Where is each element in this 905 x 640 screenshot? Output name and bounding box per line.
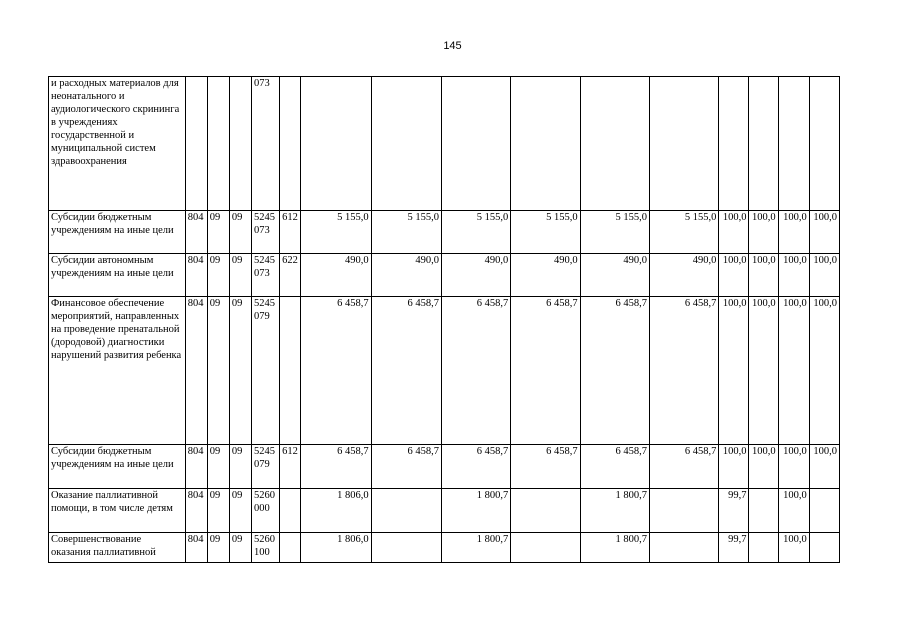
cell-value-5 bbox=[580, 77, 649, 211]
cell-section: 09 bbox=[207, 533, 229, 563]
cell-value-1: 6 458,7 bbox=[301, 297, 371, 445]
cell-percent-2: 100,0 bbox=[749, 297, 778, 445]
cell-value-5: 490,0 bbox=[580, 254, 649, 297]
target-article-line2: 000 bbox=[254, 503, 270, 514]
cell-value-6: 6 458,7 bbox=[649, 297, 718, 445]
cell-value-5: 6 458,7 bbox=[580, 445, 649, 489]
cell-subsection: 09 bbox=[229, 297, 251, 445]
cell-value-4 bbox=[511, 489, 580, 533]
cell-value-4: 6 458,7 bbox=[511, 297, 580, 445]
cell-subsection: 09 bbox=[229, 254, 251, 297]
cell-percent-4 bbox=[809, 489, 839, 533]
cell-value-2: 6 458,7 bbox=[371, 297, 441, 445]
cell-value-3: 1 800,7 bbox=[441, 533, 510, 563]
target-article-line2: 073 bbox=[254, 268, 270, 279]
cell-value-5: 6 458,7 bbox=[580, 297, 649, 445]
cell-section: 09 bbox=[207, 211, 229, 254]
cell-value-1 bbox=[301, 77, 371, 211]
cell-value-3 bbox=[441, 77, 510, 211]
cell-percent-3 bbox=[778, 77, 809, 211]
cell-percent-1: 100,0 bbox=[719, 254, 749, 297]
cell-value-3: 1 800,7 bbox=[441, 489, 510, 533]
cell-value-6: 6 458,7 bbox=[649, 445, 718, 489]
cell-expense-type bbox=[280, 297, 301, 445]
cell-value-2: 490,0 bbox=[371, 254, 441, 297]
cell-value-2: 5 155,0 bbox=[371, 211, 441, 254]
table-row bbox=[49, 533, 840, 563]
target-article-line1: 5245 bbox=[254, 298, 276, 309]
target-article-line1: 5260 bbox=[254, 490, 276, 501]
cell-ministry: 804 bbox=[185, 533, 207, 563]
cell-percent-3: 100,0 bbox=[778, 533, 809, 563]
cell-percent-2 bbox=[749, 533, 778, 563]
row-name: Финансовое обеспечение мероприятий, направленных на проведение пренатальной (дородовой) диагностики нарушений развития ребенка bbox=[49, 297, 186, 445]
cell-percent-4 bbox=[809, 533, 839, 563]
cell-percent-4: 100,0 bbox=[809, 297, 839, 445]
cell-value-6 bbox=[649, 77, 718, 211]
cell-value-6 bbox=[649, 533, 718, 563]
cell-percent-3: 100,0 bbox=[778, 297, 809, 445]
cell-subsection: 09 bbox=[229, 211, 251, 254]
cell-value-2 bbox=[371, 77, 441, 211]
cell-percent-2 bbox=[749, 489, 778, 533]
cell-target-article bbox=[252, 77, 280, 211]
cell-percent-4 bbox=[809, 77, 839, 211]
cell-ministry: 804 bbox=[185, 489, 207, 533]
cell-value-2: 6 458,7 bbox=[371, 445, 441, 489]
cell-value-1: 1 806,0 bbox=[301, 533, 371, 563]
cell-expense-type bbox=[280, 533, 301, 563]
cell-percent-4: 100,0 bbox=[809, 445, 839, 489]
cell-value-4: 490,0 bbox=[511, 254, 580, 297]
cell-section: 09 bbox=[207, 254, 229, 297]
cell-value-4 bbox=[511, 77, 580, 211]
cell-value-3: 5 155,0 bbox=[441, 211, 510, 254]
cell-subsection: 09 bbox=[229, 489, 251, 533]
cell-value-6: 490,0 bbox=[649, 254, 718, 297]
cell-ministry: 804 bbox=[185, 445, 207, 489]
cell-subsection: 09 bbox=[229, 533, 251, 563]
cell-value-2 bbox=[371, 533, 441, 563]
cell-percent-1: 100,0 bbox=[719, 445, 749, 489]
target-article-line1: 073 bbox=[254, 78, 270, 89]
target-article-line1: 5245 bbox=[254, 446, 276, 457]
cell-percent-2 bbox=[749, 77, 778, 211]
cell-subsection: 09 bbox=[229, 445, 251, 489]
cell-target-article bbox=[252, 445, 280, 489]
cell-value-4: 5 155,0 bbox=[511, 211, 580, 254]
table-row bbox=[49, 297, 840, 445]
cell-percent-2: 100,0 bbox=[749, 211, 778, 254]
target-article-line2: 079 bbox=[254, 459, 270, 470]
target-article-line2: 079 bbox=[254, 311, 270, 322]
cell-percent-1: 99,7 bbox=[719, 533, 749, 563]
cell-value-4 bbox=[511, 533, 580, 563]
cell-percent-4: 100,0 bbox=[809, 254, 839, 297]
cell-value-2 bbox=[371, 489, 441, 533]
cell-target-article bbox=[252, 211, 280, 254]
cell-expense-type: 612 bbox=[280, 211, 301, 254]
cell-percent-3: 100,0 bbox=[778, 445, 809, 489]
cell-value-3: 6 458,7 bbox=[441, 445, 510, 489]
table-row bbox=[49, 445, 840, 489]
cell-section: 09 bbox=[207, 489, 229, 533]
cell-ministry: 804 bbox=[185, 297, 207, 445]
cell-percent-2: 100,0 bbox=[749, 445, 778, 489]
row-name: Оказание паллиативной помощи, в том числе детям bbox=[49, 489, 186, 533]
cell-percent-2: 100,0 bbox=[749, 254, 778, 297]
row-name: Субсидии бюджетным учреждениям на иные цели bbox=[49, 211, 186, 254]
row-name: Субсидии бюджетным учреждениям на иные цели bbox=[49, 445, 186, 489]
cell-expense-type bbox=[280, 489, 301, 533]
cell-value-1: 5 155,0 bbox=[301, 211, 371, 254]
cell-percent-1: 100,0 bbox=[719, 297, 749, 445]
cell-ministry: 804 bbox=[185, 254, 207, 297]
cell-value-3: 6 458,7 bbox=[441, 297, 510, 445]
page-number: 145 bbox=[443, 40, 462, 52]
cell-section: 09 bbox=[207, 297, 229, 445]
target-article-line1: 5260 bbox=[254, 534, 276, 545]
cell-value-4: 6 458,7 bbox=[511, 445, 580, 489]
cell-percent-3: 100,0 bbox=[778, 211, 809, 254]
cell-value-5: 5 155,0 bbox=[580, 211, 649, 254]
cell-value-5: 1 800,7 bbox=[580, 533, 649, 563]
cell-percent-4: 100,0 bbox=[809, 211, 839, 254]
cell-target-article bbox=[252, 489, 280, 533]
cell-percent-1: 100,0 bbox=[719, 211, 749, 254]
cell-value-1: 6 458,7 bbox=[301, 445, 371, 489]
cell-target-article bbox=[252, 533, 280, 563]
row-name: Субсидии автономным учреждениям на иные цели bbox=[49, 254, 186, 297]
cell-section: 09 bbox=[207, 445, 229, 489]
cell-expense-type: 612 bbox=[280, 445, 301, 489]
cell-value-1: 1 806,0 bbox=[301, 489, 371, 533]
table-row bbox=[49, 254, 840, 297]
cell-ministry bbox=[185, 77, 207, 211]
target-article-line2: 100 bbox=[254, 547, 270, 558]
table-row bbox=[49, 211, 840, 254]
cell-percent-1 bbox=[719, 77, 749, 211]
row-name: и расходных материалов для неонатального и аудиологического скрининга в учреждениях государственной и муниципальной систем здравоохранения bbox=[49, 77, 186, 211]
table-row bbox=[49, 489, 840, 533]
cell-section bbox=[207, 77, 229, 211]
cell-expense-type: 622 bbox=[280, 254, 301, 297]
cell-percent-3: 100,0 bbox=[778, 254, 809, 297]
cell-ministry: 804 bbox=[185, 211, 207, 254]
cell-percent-1: 99,7 bbox=[719, 489, 749, 533]
row-name: Совершенствование оказания паллиативной bbox=[49, 533, 186, 563]
cell-value-6 bbox=[649, 489, 718, 533]
cell-value-6: 5 155,0 bbox=[649, 211, 718, 254]
cell-subsection bbox=[229, 77, 251, 211]
budget-table bbox=[48, 76, 840, 563]
target-article-line1: 5245 bbox=[254, 255, 276, 266]
cell-value-5: 1 800,7 bbox=[580, 489, 649, 533]
target-article-line1: 5245 bbox=[254, 212, 276, 223]
cell-percent-3: 100,0 bbox=[778, 489, 809, 533]
table-row bbox=[49, 77, 840, 211]
cell-value-1: 490,0 bbox=[301, 254, 371, 297]
cell-value-3: 490,0 bbox=[441, 254, 510, 297]
cell-expense-type bbox=[280, 77, 301, 211]
cell-target-article bbox=[252, 297, 280, 445]
target-article-line2: 073 bbox=[254, 225, 270, 236]
cell-target-article bbox=[252, 254, 280, 297]
